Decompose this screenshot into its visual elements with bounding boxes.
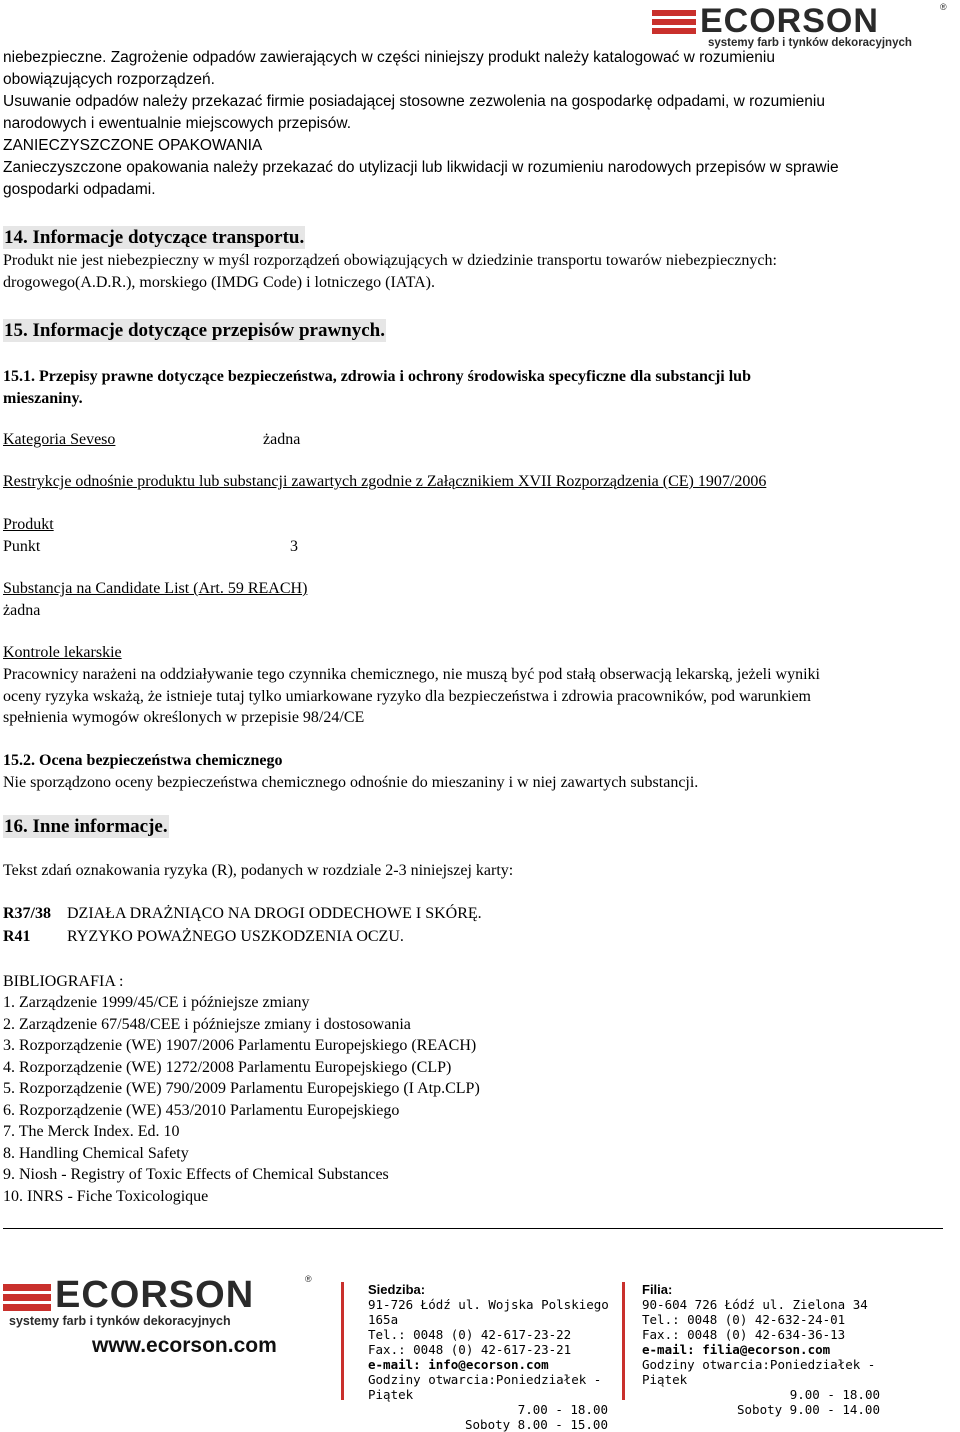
bibliography-title: BIBLIOGRAFIA : [3,973,124,990]
risk-phrase: DZIAŁA DRAŻNIĄCO NA DROGI ODDECHOWE I SKÓRĘ. [67,905,482,922]
candidate-list-label: Substancja na Candidate List (Art. 59 REACH) [3,580,308,597]
punkt-value: 3 [290,538,298,555]
bibliography-item: 3. Rozporządzenie (WE) 1907/2006 Parlamentu Europejskiego (REACH) [3,1037,477,1054]
footer-filia [642,1282,882,1417]
filia-hours-sat: Soboty 9.00 - 14.00 [737,1402,880,1417]
section-15-heading: 15. Informacje dotyczące przepisów prawnych. [4,320,385,341]
siedziba-hours-sat: Soboty 8.00 - 15.00 [465,1417,608,1432]
bibliography-item: 2. Zarządzenie 67/548/CEE i późniejsze zmiany i dostosowania [3,1016,411,1033]
section-14-heading: 14. Informacje dotyczące transportu. [4,227,305,248]
restrictions-label: Restrykcje odnośnie produktu lub substancji zawartych zgodnie z Załącznikiem XVII Rozporządzenia (CE) 1907/2006 [3,473,767,490]
bibliography-item: 1. Zarządzenie 1999/45/CE i późniejsze zmiany [3,994,310,1011]
filia-fax: Fax.: 0048 (0) 42-634-36-13 [642,1327,846,1342]
logo-registered-mark: ® [940,2,947,12]
kontrole-label: Kontrole lekarskie [3,644,122,661]
section-15-1-heading: 15.1. Przepisy prawne dotyczące bezpieczeństwa, zdrowia i ochrony środowiska specyficzne dla substancji lub [3,368,751,385]
section-16-heading: 16. Inne informacje. [4,816,168,837]
section-14-text: Produkt nie jest niebezpieczny w myśl rozporządzeń obowiązujących w dziedzinie transportu towarów niebezpiecznych: [3,252,777,269]
body-line: Zanieczyszczone opakowania należy przekazać do utylizacji lub likwidacji w rozumieniu narodowych przepisów w sprawie [3,159,839,176]
bibliography-item: 6. Rozporządzenie (WE) 453/2010 Parlamentu Europejskiego [3,1102,400,1119]
section-15-1-heading-cont: mieszaniny. [3,390,83,407]
kontrole-text: oceny ryzyka wskażą, że istnieje tutaj tylko umiarkowane ryzyko dla bezpieczeństwa i zdrowia pracowników, pod warunkiem [3,688,811,705]
footer-logo [3,1274,323,1330]
kontrole-text: Pracownicy narażeni na oddziaływanie tego czynnika chemicznego, nie muszą być pod stałą obserwacją lekarską, jeżeli wyniki [3,666,820,683]
logo-tagline: systemy farb i tynków dekoracyjnych [9,1314,231,1328]
risk-phrase: RYZYKO POWAŻNEGO USZKODZENIA OCZU. [67,928,404,945]
body-line: niebezpieczne. Zagrożenie odpadów zawierających w części niniejszy produkt należy katalogować w rozumieniu [3,49,775,66]
body-line-caps: ZANIECZYSZCZONE OPAKOWANIA [3,137,263,154]
siedziba-title: Siedziba: [368,1282,426,1297]
bibliography-item: 7. The Merck Index. Ed. 10 [3,1123,180,1140]
kontrole-text: spełnienia wymogów określonych w przepisie 98/24/CE [3,709,365,726]
filia-hours-label: Godziny otwarcia:Poniedziałek - Piątek [642,1357,876,1387]
footer-accent-bar [341,1282,344,1400]
body-line: narodowych i ewentualnie miejscowych przepisów. [3,115,352,132]
candidate-list-value: żadna [3,602,41,619]
section-15-2-heading: 15.2. Ocena bezpieczeństwa chemicznego [3,752,283,769]
section-16-intro: Tekst zdań oznakowania ryzyka (R), podanych w rozdziale 2-3 niniejszej karty: [3,862,514,879]
footer-website-link[interactable]: www.ecorson.com [92,1334,277,1357]
footer-divider [3,1228,943,1229]
logo-registered-mark: ® [305,1274,312,1284]
produkt-label: Produkt [3,516,54,533]
logo-bars-icon [3,1284,51,1314]
filia-title: Filia: [642,1282,673,1297]
filia-tel: Tel.: 0048 (0) 42-632-24-01 [642,1312,846,1327]
filia-address: 90-604 726 Łódź ul. Zielona 34 [642,1297,868,1312]
bibliography-item: 9. Niosh - Registry of Toxic Effects of Chemical Substances [3,1166,389,1183]
logo-wordmark: ECORSON [700,2,879,40]
body-line: Usuwanie odpadów należy przekazać firmie posiadającej stosowne zezwolenia na gospodarkę odpadami, w rozumieniu [3,93,825,110]
siedziba-address: 91-726 Łódź ul. Wojska Polskiego 165a [368,1297,609,1327]
bibliography-item: 5. Rozporządzenie (WE) 790/2009 Parlamentu Europejskiego (I Atp.CLP) [3,1080,480,1097]
siedziba-email[interactable]: e-mail: info@ecorson.com [368,1357,549,1372]
body-line: obowiązujących rozporządzeń. [3,71,215,88]
siedziba-hours-label: Godziny otwarcia:Poniedziałek - Piątek [368,1372,602,1402]
filia-email[interactable]: e-mail: filia@ecorson.com [642,1342,831,1357]
siedziba-tel: Tel.: 0048 (0) 42-617-23-22 [368,1327,572,1342]
section-15-2-text: Nie sporządzono oceny bezpieczeństwa chemicznego odnośnie do mieszaniny i w niej zawartych substancji. [3,774,699,791]
seveso-label: Kategoria Seveso [3,431,116,448]
header-logo [652,4,952,50]
bibliography-item: 4. Rozporządzenie (WE) 1272/2008 Parlamentu Europejskiego (CLP) [3,1059,452,1076]
bibliography-item: 8. Handling Chemical Safety [3,1145,189,1162]
risk-code: R37/38 [3,905,51,922]
bibliography-item: 10. INRS - Fiche Toxicologique [3,1188,209,1205]
seveso-value: żadna [263,431,301,448]
logo-tagline: systemy farb i tynków dekoracyjnych [708,37,912,49]
filia-hours-week: 9.00 - 18.00 [789,1387,880,1402]
logo-wordmark: ECORSON [55,1274,255,1316]
siedziba-fax: Fax.: 0048 (0) 42-617-23-21 [368,1342,572,1357]
siedziba-hours-week: 7.00 - 18.00 [517,1402,608,1417]
body-line: gospodarki odpadami. [3,181,156,198]
risk-code: R41 [3,928,31,945]
logo-bars-icon [652,10,696,37]
section-14-text: drogowego(A.D.R.), morskiego (IMDG Code) i lotniczego (IATA). [3,274,435,291]
footer-accent-bar [622,1282,625,1400]
punkt-label: Punkt [3,538,41,555]
